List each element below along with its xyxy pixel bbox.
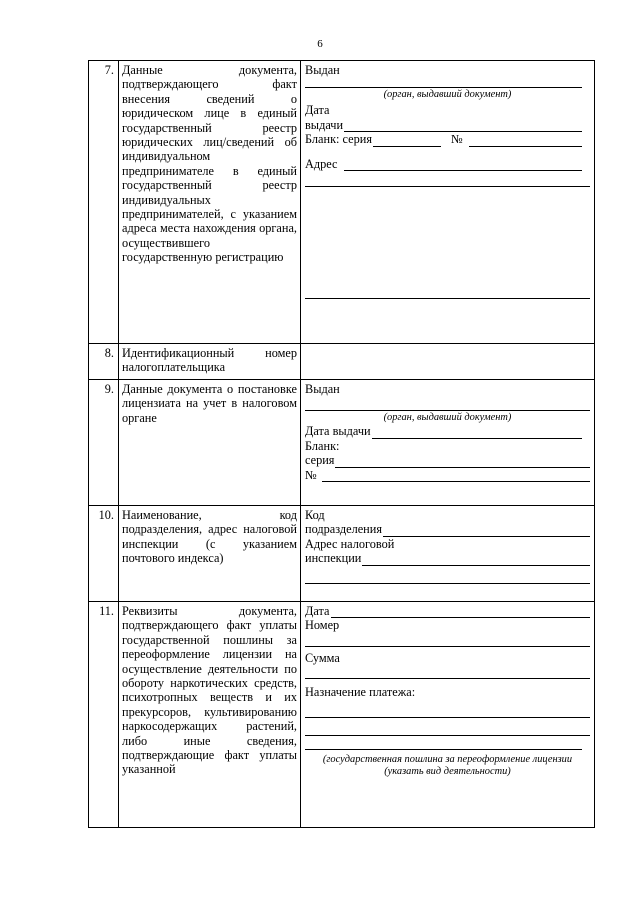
date-label: Дата [305,103,330,118]
issued-label: Выдан [305,382,340,396]
purpose-field-3[interactable] [305,738,582,750]
row-10-values [301,506,595,602]
row-label: Наименование, код подразделения, адрес налоговой инспекции (с указанием почтового индекса) [119,506,301,602]
purpose-field-1[interactable] [305,706,590,718]
address-field-2[interactable] [305,175,590,187]
blank-series-label: Бланк: серия [305,132,372,147]
row-label: Данные документа, подтверждающего факт внесения сведений о юридическом лице в единый государственный реестр юридических лиц/сведений об индивидуальном предпринимателе в единый государственный реестр индивидуальных предпринимателей, с указанием адреса места нахождения органа, осуществившего государственную регистрацию [119,61,301,344]
date-field[interactable] [331,606,590,618]
address-field-3[interactable] [305,287,590,299]
number-field[interactable] [469,135,582,147]
purpose-field-2[interactable] [305,724,590,736]
issued-caption: (орган, выдавший документ) [383,412,512,424]
table-row-7 [89,61,595,344]
sum-field[interactable] [305,667,590,679]
table-row-10 [89,506,595,602]
date-field[interactable] [344,120,582,132]
row-number: 10. [89,506,119,602]
date-label: Дата [305,604,330,618]
license-form-table [88,60,595,828]
row-label: Идентификационный номер налогоплательщика [119,344,301,380]
subdivision-field[interactable] [383,525,590,537]
row-7-values [301,61,595,344]
table-row-11 [89,602,595,828]
series-label: серия [305,453,335,468]
table-row-8 [89,344,595,380]
sum-label: Сумма [305,650,340,665]
number-sign: № [305,467,317,482]
issued-field[interactable] [305,399,590,411]
date-issue-label: Дата выдачи [305,424,371,439]
row-number: 11. [89,602,119,828]
address-field[interactable] [344,159,582,171]
inspection-field-2[interactable] [305,572,590,584]
issued-field[interactable] [305,76,582,88]
inn-field[interactable] [301,344,595,380]
row-number: 7. [89,61,119,344]
row-9-values [301,380,595,506]
subdivision-label: подразделения [305,522,382,537]
inspection-label: инспекции [305,551,362,566]
purpose-label: Назначение платежа: [305,685,416,700]
row-11-values [301,602,595,828]
row-number: 9. [89,380,119,506]
row-label: Реквизиты документа, подтверждающего факт уплаты государственной пошлины за переоформление лицензии на осуществление деятельности по обороту наркотических средств, психотропных веществ и их прекурсоров, культивированию наркосодержащих растений, либо иные сведения, подтверждающие факт уплаты указанной [119,602,301,828]
row-number: 8. [89,344,119,380]
table-row-9 [89,380,595,506]
series-field[interactable] [373,135,441,147]
issued-label: Выдан [305,63,340,77]
number-label: Номер [305,618,340,633]
blank-label: Бланк: [305,438,340,453]
date-issue-label: выдачи [305,117,344,132]
purpose-caption: (государственная пошлина за переоформление лицензии (указать вид деятельности) [322,753,573,777]
number-sign: № [451,132,463,147]
address-label: Адрес [305,156,338,171]
issued-caption: (орган, выдавший документ) [383,89,512,101]
tax-address-label: Адрес налоговой [305,536,395,551]
number-field[interactable] [305,635,590,647]
inspection-field[interactable] [362,554,590,566]
number-field[interactable] [322,470,590,482]
date-field[interactable] [372,427,582,439]
series-field[interactable] [335,456,590,468]
code-label: Код [305,508,325,522]
page-number: 6 [317,38,323,50]
row-label: Данные документа о постановке лицензиата на учет в налоговом органе [119,380,301,506]
